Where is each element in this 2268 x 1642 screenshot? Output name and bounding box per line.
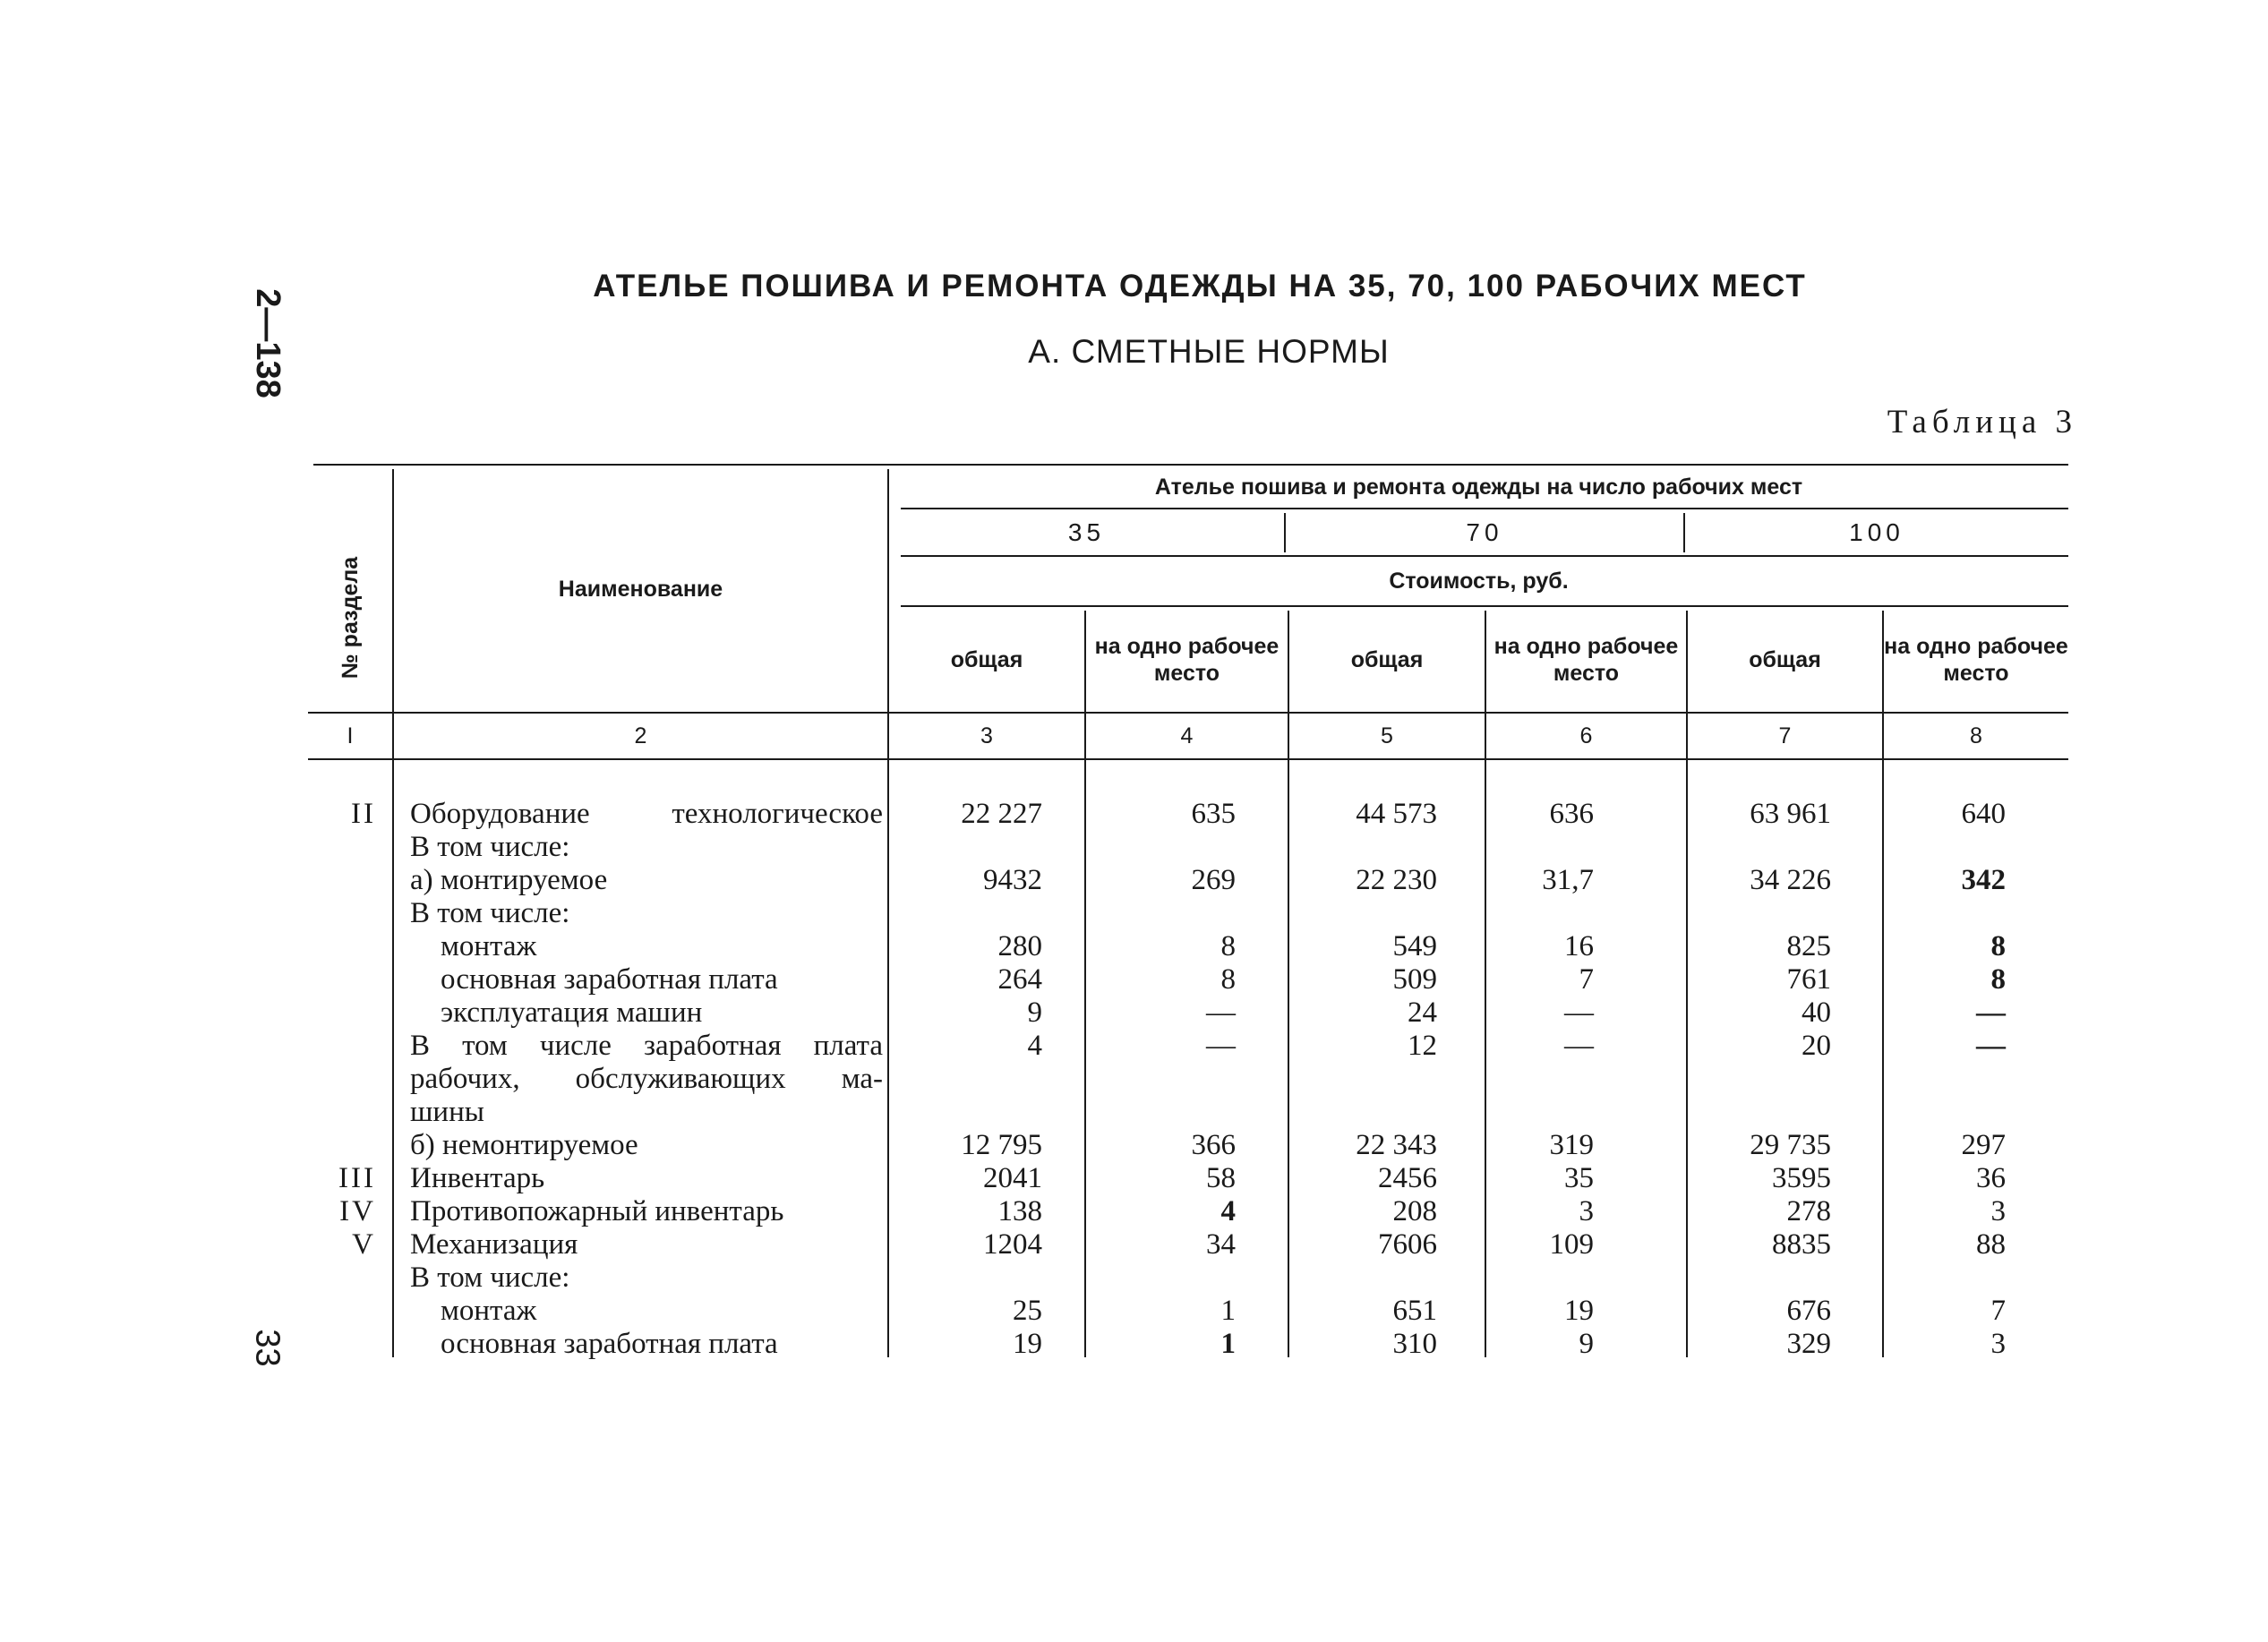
row-total-35: 264: [997, 963, 1042, 996]
row-per-place-35: —: [1206, 1030, 1236, 1062]
row-total-35: 22 227: [961, 798, 1042, 830]
row-total-35: 1204: [983, 1228, 1042, 1261]
row-per-place-100: 36: [1976, 1162, 2006, 1194]
col-number: 8: [1970, 723, 1982, 748]
row-per-place-70: 9: [1579, 1328, 1594, 1360]
row-total-70: 44 573: [1356, 798, 1437, 830]
row-name: основная заработная плата: [441, 1328, 778, 1360]
row-per-place-35: 4: [1220, 1195, 1236, 1227]
col-number: 6: [1579, 723, 1593, 748]
row-name: Инвентарь: [410, 1162, 545, 1194]
header-section-no: № раздела: [338, 556, 363, 680]
header-name: Наименование: [558, 576, 723, 602]
row-per-place-100: 8: [1990, 963, 2006, 996]
row-per-place-70: 3: [1579, 1195, 1594, 1227]
header-cost: Стоимость, руб.: [1389, 569, 1569, 594]
row-section: V: [352, 1228, 376, 1261]
row-per-place-35: 8: [1220, 930, 1236, 962]
row-name: монтаж: [441, 1295, 537, 1327]
row-total-100: 676: [1786, 1295, 1831, 1327]
row-total-100: 34 226: [1750, 864, 1831, 896]
row-total-100: 20: [1802, 1030, 1831, 1062]
row-total-100: 40: [1802, 996, 1831, 1029]
side-document-code: 2—138: [248, 287, 287, 398]
row-per-place-100: 7: [1990, 1295, 2006, 1327]
row-total-70: 24: [1408, 996, 1437, 1029]
header-per-place-35: на одно рабочее место: [1094, 633, 1279, 686]
row-per-place-100: —: [1976, 996, 2006, 1029]
row-per-place-70: 109: [1549, 1228, 1594, 1261]
row-total-100: 29 735: [1750, 1129, 1831, 1161]
row-name: В том числе заработная плата: [410, 1030, 883, 1062]
row-total-100: 761: [1786, 963, 1831, 996]
row-total-100: 825: [1786, 930, 1831, 962]
row-total-100: 8835: [1772, 1228, 1831, 1261]
row-per-place-100: 297: [1961, 1129, 2006, 1161]
row-per-place-70: 16: [1564, 930, 1594, 962]
row-section: II: [351, 798, 376, 830]
row-total-100: 63 961: [1750, 798, 1831, 830]
row-total-70: 310: [1392, 1328, 1437, 1360]
row-name: Оборудование технологическое: [410, 798, 883, 830]
row-total-35: 4: [1027, 1030, 1042, 1062]
col-number: 5: [1381, 723, 1393, 748]
row-total-70: 651: [1392, 1295, 1437, 1327]
header-per-place-100: на одно рабочее место: [1884, 633, 2068, 686]
header-bottom-rule: [308, 712, 2068, 714]
header-places-70: 70: [1466, 517, 1503, 546]
row-total-70: 22 230: [1356, 864, 1437, 896]
row-name: Механизация: [410, 1228, 578, 1261]
document-subtitle: А. СМЕТНЫЕ НОРМЫ: [1028, 333, 1390, 370]
row-total-70: 7606: [1378, 1228, 1437, 1261]
col-number: 2: [634, 723, 647, 748]
row-per-place-100: —: [1976, 1030, 2006, 1062]
row-section: IV: [339, 1195, 376, 1227]
row-name: а) монтируемое: [410, 864, 608, 896]
row-per-place-100: 88: [1976, 1228, 2006, 1261]
document-title: АТЕЛЬЕ ПОШИВА И РЕМОНТА ОДЕЖДЫ НА 35, 70, 100 РАБОЧИХ МЕСТ: [593, 269, 1807, 304]
row-total-35: 25: [1013, 1295, 1042, 1327]
row-name: В том числе:: [410, 897, 570, 929]
row-name: эксплуатация машин: [441, 996, 703, 1029]
row-name: шины: [410, 1096, 484, 1128]
header-total-100: общая: [1749, 646, 1821, 672]
row-total-100: 278: [1786, 1195, 1831, 1227]
col-number: 4: [1180, 723, 1194, 748]
row-per-place-35: 1: [1220, 1295, 1236, 1327]
row-total-70: 509: [1392, 963, 1437, 996]
header-places-35: 35: [1067, 517, 1106, 546]
row-name: основная заработная плата: [441, 963, 778, 996]
header-group: Ателье пошива и ремонта одежды на число рабочих мест: [1154, 474, 1803, 500]
row-per-place-35: 1: [1220, 1328, 1236, 1360]
row-total-70: 2456: [1378, 1162, 1437, 1194]
row-per-place-70: 319: [1549, 1129, 1594, 1161]
col-number: 7: [1778, 723, 1792, 748]
row-total-70: 549: [1392, 930, 1437, 962]
row-name: б) немонтируемое: [410, 1129, 638, 1161]
row-total-35: 138: [997, 1195, 1042, 1227]
col-numbers-rule: [308, 758, 2068, 760]
row-total-35: 12 795: [961, 1129, 1042, 1161]
row-per-place-70: 19: [1564, 1295, 1594, 1327]
row-name: В том числе:: [410, 831, 570, 863]
row-per-place-35: 269: [1191, 864, 1236, 896]
row-per-place-70: 35: [1564, 1162, 1594, 1194]
row-per-place-35: 34: [1206, 1228, 1236, 1261]
row-per-place-35: 8: [1220, 963, 1236, 996]
header-per-place-70: на одно рабочее место: [1493, 633, 1679, 686]
row-section: III: [338, 1162, 376, 1194]
col-number: 3: [980, 723, 993, 748]
row-per-place-100: 8: [1990, 930, 2006, 962]
row-per-place-70: —: [1564, 1030, 1594, 1062]
row-per-place-35: —: [1206, 996, 1236, 1029]
row-total-70: 12: [1408, 1030, 1437, 1062]
row-total-100: 3595: [1772, 1162, 1831, 1194]
row-total-35: 280: [997, 930, 1042, 962]
header-total-70: общая: [1350, 646, 1424, 672]
side-page-number: 33: [248, 1328, 287, 1367]
table-label: Таблица 3: [1887, 404, 2077, 440]
header-places-100: 100: [1849, 517, 1904, 546]
row-per-place-70: —: [1564, 996, 1594, 1029]
row-total-100: 329: [1786, 1328, 1831, 1360]
row-total-35: 2041: [983, 1162, 1042, 1194]
row-per-place-100: 3: [1990, 1195, 2006, 1227]
row-per-place-70: 7: [1579, 963, 1594, 996]
row-total-35: 9432: [983, 864, 1042, 896]
row-per-place-35: 58: [1206, 1162, 1236, 1194]
row-per-place-35: 366: [1191, 1129, 1236, 1161]
row-per-place-70: 31,7: [1542, 864, 1594, 896]
row-total-35: 9: [1027, 996, 1042, 1029]
row-per-place-100: 342: [1961, 864, 2006, 896]
row-name: рабочих, обслуживающих ма-: [410, 1063, 883, 1095]
col-number: I: [347, 723, 354, 748]
row-per-place-70: 636: [1549, 798, 1594, 830]
row-name: монтаж: [441, 930, 537, 962]
row-per-place-35: 635: [1191, 798, 1236, 830]
row-per-place-100: 3: [1990, 1328, 2006, 1360]
row-total-70: 22 343: [1356, 1129, 1437, 1161]
row-name: В том числе:: [410, 1261, 570, 1294]
row-total-70: 208: [1392, 1195, 1437, 1227]
header-total-35: общая: [950, 646, 1023, 672]
row-name: Противопожарный инвентарь: [410, 1195, 784, 1227]
row-per-place-100: 640: [1961, 798, 2006, 830]
row-total-35: 19: [1013, 1328, 1042, 1360]
